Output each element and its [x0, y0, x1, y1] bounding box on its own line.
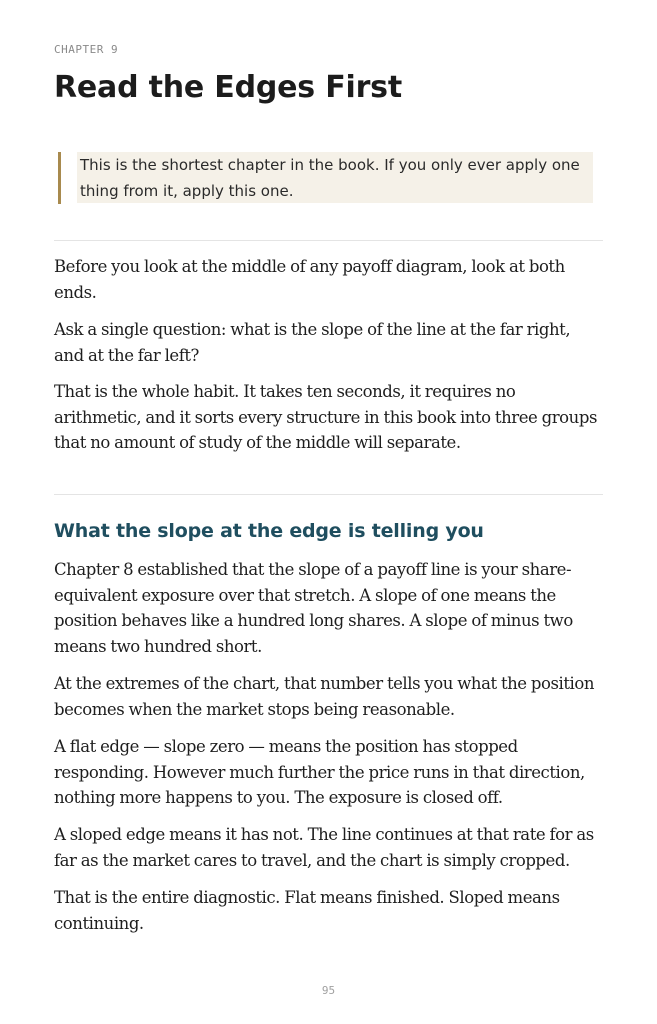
section-heading: What the slope at the edge is telling you — [54, 520, 484, 542]
intro-paragraph: That is the whole habit. It takes ten seconds, it requires no arithmetic, and it sorts every structure in this book into three groups that no amount of study of the middle will separate. — [54, 382, 597, 452]
callout-accent-bar — [58, 152, 61, 204]
chapter-title: Read the Edges First — [54, 70, 402, 105]
section-paragraph: At the extremes of the chart, that number tells you what the position becomes when the market stops being reasonable. — [54, 674, 595, 719]
section-paragraph: That is the entire diagnostic. Flat means finished. Sloped means continuing. — [54, 888, 560, 933]
section-divider — [54, 240, 603, 241]
callout — [58, 152, 593, 204]
section-paragraph: Chapter 8 established that the slope of a payoff line is your share-equivalent exposure over that stretch. A slope of one means the position behaves like a hundred long shares. A slope of minus two means two hundred short. — [54, 560, 573, 656]
page-number: 95 — [321, 984, 336, 997]
section-divider — [54, 494, 603, 495]
callout-text: This is the shortest chapter in the book. If you only ever apply one thing from it, apply this one. — [80, 156, 580, 200]
intro-paragraph: Before you look at the middle of any payoff diagram, look at both ends. — [54, 257, 565, 302]
intro-paragraph: Ask a single question: what is the slope of the line at the far right, and at the far left? — [54, 320, 571, 365]
section-paragraph: A sloped edge means it has not. The line continues at that rate for as far as the market cares to travel, and the chart is simply cropped. — [54, 825, 594, 870]
section-paragraph: A flat edge — slope zero — means the position has stopped responding. However much further the price runs in that direction, nothing more happens to you. The exposure is closed off. — [54, 737, 585, 807]
chapter-label: CHAPTER 9 — [54, 43, 119, 56]
